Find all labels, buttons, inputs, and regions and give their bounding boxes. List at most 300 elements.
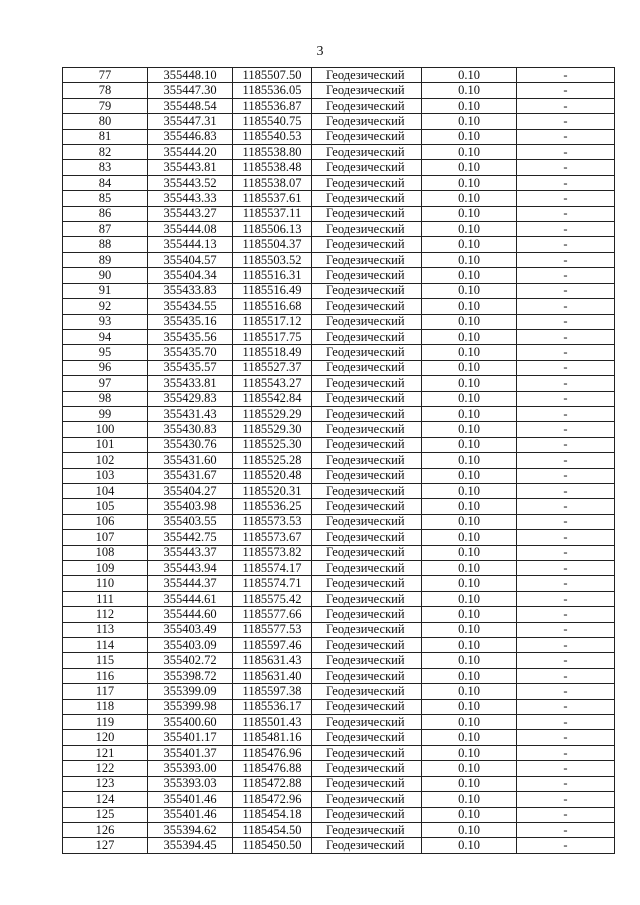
note-cell: - — [517, 68, 615, 83]
table-row — [63, 329, 615, 344]
x-coordinate-cell: 355393.00 — [148, 761, 233, 776]
method-cell: Геодезический — [312, 314, 422, 329]
point-number-cell: 107 — [63, 530, 148, 545]
y-coordinate-cell: 1185540.75 — [233, 114, 312, 129]
table-row — [63, 699, 615, 714]
table-row — [63, 345, 615, 360]
table-row — [63, 591, 615, 606]
y-coordinate-cell: 1185481.16 — [233, 730, 312, 745]
y-coordinate-cell: 1185574.17 — [233, 561, 312, 576]
x-coordinate-cell: 355433.83 — [148, 283, 233, 298]
coordinates-table — [62, 67, 615, 854]
table-row — [63, 252, 615, 267]
note-cell: - — [517, 406, 615, 421]
accuracy-cell: 0.10 — [422, 329, 517, 344]
table-row — [63, 468, 615, 483]
x-coordinate-cell: 355404.34 — [148, 268, 233, 283]
accuracy-cell: 0.10 — [422, 422, 517, 437]
x-coordinate-cell: 355442.75 — [148, 530, 233, 545]
method-cell: Геодезический — [312, 776, 422, 791]
point-number-cell: 114 — [63, 638, 148, 653]
point-number-cell: 86 — [63, 206, 148, 221]
y-coordinate-cell: 1185529.30 — [233, 422, 312, 437]
accuracy-cell: 0.10 — [422, 822, 517, 837]
accuracy-cell: 0.10 — [422, 545, 517, 560]
point-number-cell: 83 — [63, 160, 148, 175]
table-row — [63, 391, 615, 406]
note-cell: - — [517, 622, 615, 637]
point-number-cell: 92 — [63, 299, 148, 314]
x-coordinate-cell: 355401.46 — [148, 807, 233, 822]
point-number-cell: 103 — [63, 468, 148, 483]
table-row — [63, 422, 615, 437]
x-coordinate-cell: 355444.37 — [148, 576, 233, 591]
method-cell: Геодезический — [312, 453, 422, 468]
table-row — [63, 360, 615, 375]
y-coordinate-cell: 1185537.61 — [233, 191, 312, 206]
table-row — [63, 776, 615, 791]
note-cell: - — [517, 391, 615, 406]
note-cell: - — [517, 807, 615, 822]
point-number-cell: 82 — [63, 145, 148, 160]
y-coordinate-cell: 1185577.66 — [233, 607, 312, 622]
point-number-cell: 98 — [63, 391, 148, 406]
accuracy-cell: 0.10 — [422, 114, 517, 129]
table-row — [63, 745, 615, 760]
x-coordinate-cell: 355394.45 — [148, 838, 233, 853]
method-cell: Геодезический — [312, 822, 422, 837]
y-coordinate-cell: 1185525.28 — [233, 453, 312, 468]
note-cell: - — [517, 83, 615, 98]
x-coordinate-cell: 355403.98 — [148, 499, 233, 514]
point-number-cell: 94 — [63, 329, 148, 344]
x-coordinate-cell: 355431.43 — [148, 406, 233, 421]
accuracy-cell: 0.10 — [422, 98, 517, 113]
table-row — [63, 514, 615, 529]
table-row — [63, 453, 615, 468]
method-cell: Геодезический — [312, 468, 422, 483]
note-cell: - — [517, 576, 615, 591]
note-cell: - — [517, 545, 615, 560]
point-number-cell: 99 — [63, 406, 148, 421]
x-coordinate-cell: 355400.60 — [148, 715, 233, 730]
point-number-cell: 119 — [63, 715, 148, 730]
point-number-cell: 89 — [63, 252, 148, 267]
table-row — [63, 730, 615, 745]
x-coordinate-cell: 355430.83 — [148, 422, 233, 437]
table-row — [63, 668, 615, 683]
accuracy-cell: 0.10 — [422, 360, 517, 375]
y-coordinate-cell: 1185573.67 — [233, 530, 312, 545]
note-cell: - — [517, 453, 615, 468]
point-number-cell: 110 — [63, 576, 148, 591]
note-cell: - — [517, 376, 615, 391]
y-coordinate-cell: 1185454.50 — [233, 822, 312, 837]
accuracy-cell: 0.10 — [422, 437, 517, 452]
y-coordinate-cell: 1185520.48 — [233, 468, 312, 483]
x-coordinate-cell: 355399.98 — [148, 699, 233, 714]
method-cell: Геодезический — [312, 514, 422, 529]
note-cell: - — [517, 699, 615, 714]
accuracy-cell: 0.10 — [422, 237, 517, 252]
accuracy-cell: 0.10 — [422, 807, 517, 822]
table-row — [63, 437, 615, 452]
y-coordinate-cell: 1185472.88 — [233, 776, 312, 791]
method-cell: Геодезический — [312, 206, 422, 221]
y-coordinate-cell: 1185516.68 — [233, 299, 312, 314]
y-coordinate-cell: 1185454.18 — [233, 807, 312, 822]
point-number-cell: 100 — [63, 422, 148, 437]
table-body — [63, 68, 615, 854]
y-coordinate-cell: 1185476.96 — [233, 745, 312, 760]
accuracy-cell: 0.10 — [422, 268, 517, 283]
point-number-cell: 85 — [63, 191, 148, 206]
table-row — [63, 160, 615, 175]
x-coordinate-cell: 355448.54 — [148, 98, 233, 113]
method-cell: Геодезический — [312, 345, 422, 360]
method-cell: Геодезический — [312, 561, 422, 576]
x-coordinate-cell: 355401.46 — [148, 792, 233, 807]
point-number-cell: 123 — [63, 776, 148, 791]
accuracy-cell: 0.10 — [422, 283, 517, 298]
accuracy-cell: 0.10 — [422, 715, 517, 730]
note-cell: - — [517, 268, 615, 283]
method-cell: Геодезический — [312, 622, 422, 637]
note-cell: - — [517, 314, 615, 329]
x-coordinate-cell: 355433.81 — [148, 376, 233, 391]
note-cell: - — [517, 468, 615, 483]
point-number-cell: 90 — [63, 268, 148, 283]
point-number-cell: 117 — [63, 684, 148, 699]
table-row — [63, 499, 615, 514]
table-row — [63, 761, 615, 776]
method-cell: Геодезический — [312, 329, 422, 344]
table-row — [63, 561, 615, 576]
note-cell: - — [517, 252, 615, 267]
note-cell: - — [517, 715, 615, 730]
table-row — [63, 314, 615, 329]
x-coordinate-cell: 355403.09 — [148, 638, 233, 653]
y-coordinate-cell: 1185573.82 — [233, 545, 312, 560]
note-cell: - — [517, 838, 615, 853]
x-coordinate-cell: 355435.16 — [148, 314, 233, 329]
point-number-cell: 118 — [63, 699, 148, 714]
table-row — [63, 653, 615, 668]
y-coordinate-cell: 1185536.05 — [233, 83, 312, 98]
method-cell: Геодезический — [312, 699, 422, 714]
accuracy-cell: 0.10 — [422, 468, 517, 483]
method-cell: Геодезический — [312, 545, 422, 560]
method-cell: Геодезический — [312, 530, 422, 545]
accuracy-cell: 0.10 — [422, 530, 517, 545]
accuracy-cell: 0.10 — [422, 206, 517, 221]
method-cell: Геодезический — [312, 129, 422, 144]
y-coordinate-cell: 1185536.87 — [233, 98, 312, 113]
x-coordinate-cell: 355443.81 — [148, 160, 233, 175]
note-cell: - — [517, 114, 615, 129]
y-coordinate-cell: 1185503.52 — [233, 252, 312, 267]
y-coordinate-cell: 1185631.43 — [233, 653, 312, 668]
x-coordinate-cell: 355435.57 — [148, 360, 233, 375]
x-coordinate-cell: 355429.83 — [148, 391, 233, 406]
point-number-cell: 127 — [63, 838, 148, 853]
note-cell: - — [517, 237, 615, 252]
table-row — [63, 268, 615, 283]
x-coordinate-cell: 355403.49 — [148, 622, 233, 637]
accuracy-cell: 0.10 — [422, 653, 517, 668]
x-coordinate-cell: 355443.27 — [148, 206, 233, 221]
x-coordinate-cell: 355393.03 — [148, 776, 233, 791]
x-coordinate-cell: 355404.57 — [148, 252, 233, 267]
method-cell: Геодезический — [312, 591, 422, 606]
y-coordinate-cell: 1185537.11 — [233, 206, 312, 221]
y-coordinate-cell: 1185597.38 — [233, 684, 312, 699]
y-coordinate-cell: 1185597.46 — [233, 638, 312, 653]
x-coordinate-cell: 355435.56 — [148, 329, 233, 344]
method-cell: Геодезический — [312, 191, 422, 206]
method-cell: Геодезический — [312, 684, 422, 699]
accuracy-cell: 0.10 — [422, 514, 517, 529]
accuracy-cell: 0.10 — [422, 792, 517, 807]
x-coordinate-cell: 355444.08 — [148, 222, 233, 237]
point-number-cell: 78 — [63, 83, 148, 98]
table-row — [63, 145, 615, 160]
note-cell: - — [517, 329, 615, 344]
note-cell: - — [517, 745, 615, 760]
table-row — [63, 237, 615, 252]
note-cell: - — [517, 360, 615, 375]
x-coordinate-cell: 355401.17 — [148, 730, 233, 745]
table-row — [63, 83, 615, 98]
y-coordinate-cell: 1185517.75 — [233, 329, 312, 344]
x-coordinate-cell: 355431.67 — [148, 468, 233, 483]
x-coordinate-cell: 355403.55 — [148, 514, 233, 529]
note-cell: - — [517, 283, 615, 298]
y-coordinate-cell: 1185577.53 — [233, 622, 312, 637]
point-number-cell: 81 — [63, 129, 148, 144]
note-cell: - — [517, 761, 615, 776]
point-number-cell: 104 — [63, 483, 148, 498]
method-cell: Геодезический — [312, 376, 422, 391]
method-cell: Геодезический — [312, 268, 422, 283]
point-number-cell: 84 — [63, 175, 148, 190]
y-coordinate-cell: 1185476.88 — [233, 761, 312, 776]
table-row — [63, 607, 615, 622]
note-cell: - — [517, 730, 615, 745]
note-cell: - — [517, 98, 615, 113]
table-row — [63, 129, 615, 144]
accuracy-cell: 0.10 — [422, 252, 517, 267]
method-cell: Геодезический — [312, 792, 422, 807]
table-row — [63, 68, 615, 83]
x-coordinate-cell: 355404.27 — [148, 483, 233, 498]
note-cell: - — [517, 499, 615, 514]
method-cell: Геодезический — [312, 237, 422, 252]
point-number-cell: 112 — [63, 607, 148, 622]
table-row — [63, 483, 615, 498]
table-row — [63, 114, 615, 129]
note-cell: - — [517, 684, 615, 699]
y-coordinate-cell: 1185573.53 — [233, 514, 312, 529]
y-coordinate-cell: 1185516.31 — [233, 268, 312, 283]
note-cell: - — [517, 483, 615, 498]
accuracy-cell: 0.10 — [422, 406, 517, 421]
point-number-cell: 116 — [63, 668, 148, 683]
point-number-cell: 91 — [63, 283, 148, 298]
table-row — [63, 222, 615, 237]
method-cell: Геодезический — [312, 745, 422, 760]
accuracy-cell: 0.10 — [422, 175, 517, 190]
point-number-cell: 113 — [63, 622, 148, 637]
note-cell: - — [517, 222, 615, 237]
x-coordinate-cell: 355443.33 — [148, 191, 233, 206]
y-coordinate-cell: 1185575.42 — [233, 591, 312, 606]
accuracy-cell: 0.10 — [422, 745, 517, 760]
accuracy-cell: 0.10 — [422, 838, 517, 853]
method-cell: Геодезический — [312, 838, 422, 853]
point-number-cell: 77 — [63, 68, 148, 83]
method-cell: Геодезический — [312, 499, 422, 514]
method-cell: Геодезический — [312, 653, 422, 668]
method-cell: Геодезический — [312, 668, 422, 683]
method-cell: Геодезический — [312, 283, 422, 298]
accuracy-cell: 0.10 — [422, 668, 517, 683]
accuracy-cell: 0.10 — [422, 345, 517, 360]
method-cell: Геодезический — [312, 175, 422, 190]
accuracy-cell: 0.10 — [422, 68, 517, 83]
x-coordinate-cell: 355443.37 — [148, 545, 233, 560]
accuracy-cell: 0.10 — [422, 684, 517, 699]
table-row — [63, 98, 615, 113]
x-coordinate-cell: 355444.61 — [148, 591, 233, 606]
y-coordinate-cell: 1185529.29 — [233, 406, 312, 421]
note-cell: - — [517, 175, 615, 190]
method-cell: Геодезический — [312, 98, 422, 113]
note-cell: - — [517, 437, 615, 452]
table-row — [63, 838, 615, 853]
table-row — [63, 299, 615, 314]
note-cell: - — [517, 514, 615, 529]
point-number-cell: 120 — [63, 730, 148, 745]
method-cell: Геодезический — [312, 299, 422, 314]
y-coordinate-cell: 1185450.50 — [233, 838, 312, 853]
y-coordinate-cell: 1185472.96 — [233, 792, 312, 807]
y-coordinate-cell: 1185527.37 — [233, 360, 312, 375]
point-number-cell: 95 — [63, 345, 148, 360]
accuracy-cell: 0.10 — [422, 622, 517, 637]
y-coordinate-cell: 1185520.31 — [233, 483, 312, 498]
accuracy-cell: 0.10 — [422, 699, 517, 714]
accuracy-cell: 0.10 — [422, 483, 517, 498]
table-row — [63, 684, 615, 699]
method-cell: Геодезический — [312, 638, 422, 653]
x-coordinate-cell: 355444.60 — [148, 607, 233, 622]
method-cell: Геодезический — [312, 160, 422, 175]
y-coordinate-cell: 1185501.43 — [233, 715, 312, 730]
point-number-cell: 111 — [63, 591, 148, 606]
note-cell: - — [517, 160, 615, 175]
accuracy-cell: 0.10 — [422, 376, 517, 391]
table-row — [63, 792, 615, 807]
point-number-cell: 101 — [63, 437, 148, 452]
x-coordinate-cell: 355402.72 — [148, 653, 233, 668]
accuracy-cell: 0.10 — [422, 299, 517, 314]
x-coordinate-cell: 355399.09 — [148, 684, 233, 699]
method-cell: Геодезический — [312, 607, 422, 622]
note-cell: - — [517, 607, 615, 622]
accuracy-cell: 0.10 — [422, 222, 517, 237]
table-row — [63, 622, 615, 637]
point-number-cell: 102 — [63, 453, 148, 468]
note-cell: - — [517, 638, 615, 653]
table-row — [63, 206, 615, 221]
table-row — [63, 530, 615, 545]
point-number-cell: 79 — [63, 98, 148, 113]
method-cell: Геодезический — [312, 360, 422, 375]
table-row — [63, 283, 615, 298]
x-coordinate-cell: 355443.94 — [148, 561, 233, 576]
note-cell: - — [517, 299, 615, 314]
accuracy-cell: 0.10 — [422, 776, 517, 791]
x-coordinate-cell: 355435.70 — [148, 345, 233, 360]
note-cell: - — [517, 145, 615, 160]
table-row — [63, 638, 615, 653]
note-cell: - — [517, 668, 615, 683]
note-cell: - — [517, 653, 615, 668]
point-number-cell: 106 — [63, 514, 148, 529]
accuracy-cell: 0.10 — [422, 638, 517, 653]
accuracy-cell: 0.10 — [422, 561, 517, 576]
note-cell: - — [517, 776, 615, 791]
point-number-cell: 124 — [63, 792, 148, 807]
table-row — [63, 406, 615, 421]
accuracy-cell: 0.10 — [422, 576, 517, 591]
accuracy-cell: 0.10 — [422, 391, 517, 406]
accuracy-cell: 0.10 — [422, 129, 517, 144]
page-number: 3 — [316, 44, 324, 59]
y-coordinate-cell: 1185504.37 — [233, 237, 312, 252]
method-cell: Геодезический — [312, 576, 422, 591]
method-cell: Геодезический — [312, 114, 422, 129]
accuracy-cell: 0.10 — [422, 145, 517, 160]
accuracy-cell: 0.10 — [422, 83, 517, 98]
accuracy-cell: 0.10 — [422, 453, 517, 468]
note-cell: - — [517, 792, 615, 807]
y-coordinate-cell: 1185542.84 — [233, 391, 312, 406]
y-coordinate-cell: 1185507.50 — [233, 68, 312, 83]
point-number-cell: 105 — [63, 499, 148, 514]
x-coordinate-cell: 355401.37 — [148, 745, 233, 760]
x-coordinate-cell: 355443.52 — [148, 175, 233, 190]
point-number-cell: 125 — [63, 807, 148, 822]
method-cell: Геодезический — [312, 437, 422, 452]
accuracy-cell: 0.10 — [422, 191, 517, 206]
table-row — [63, 715, 615, 730]
y-coordinate-cell: 1185574.71 — [233, 576, 312, 591]
point-number-cell: 80 — [63, 114, 148, 129]
accuracy-cell: 0.10 — [422, 730, 517, 745]
method-cell: Геодезический — [312, 807, 422, 822]
x-coordinate-cell: 355447.30 — [148, 83, 233, 98]
accuracy-cell: 0.10 — [422, 314, 517, 329]
y-coordinate-cell: 1185516.49 — [233, 283, 312, 298]
method-cell: Геодезический — [312, 715, 422, 730]
y-coordinate-cell: 1185506.13 — [233, 222, 312, 237]
table-row — [63, 191, 615, 206]
x-coordinate-cell: 355434.55 — [148, 299, 233, 314]
method-cell: Геодезический — [312, 406, 422, 421]
method-cell: Геодезический — [312, 222, 422, 237]
